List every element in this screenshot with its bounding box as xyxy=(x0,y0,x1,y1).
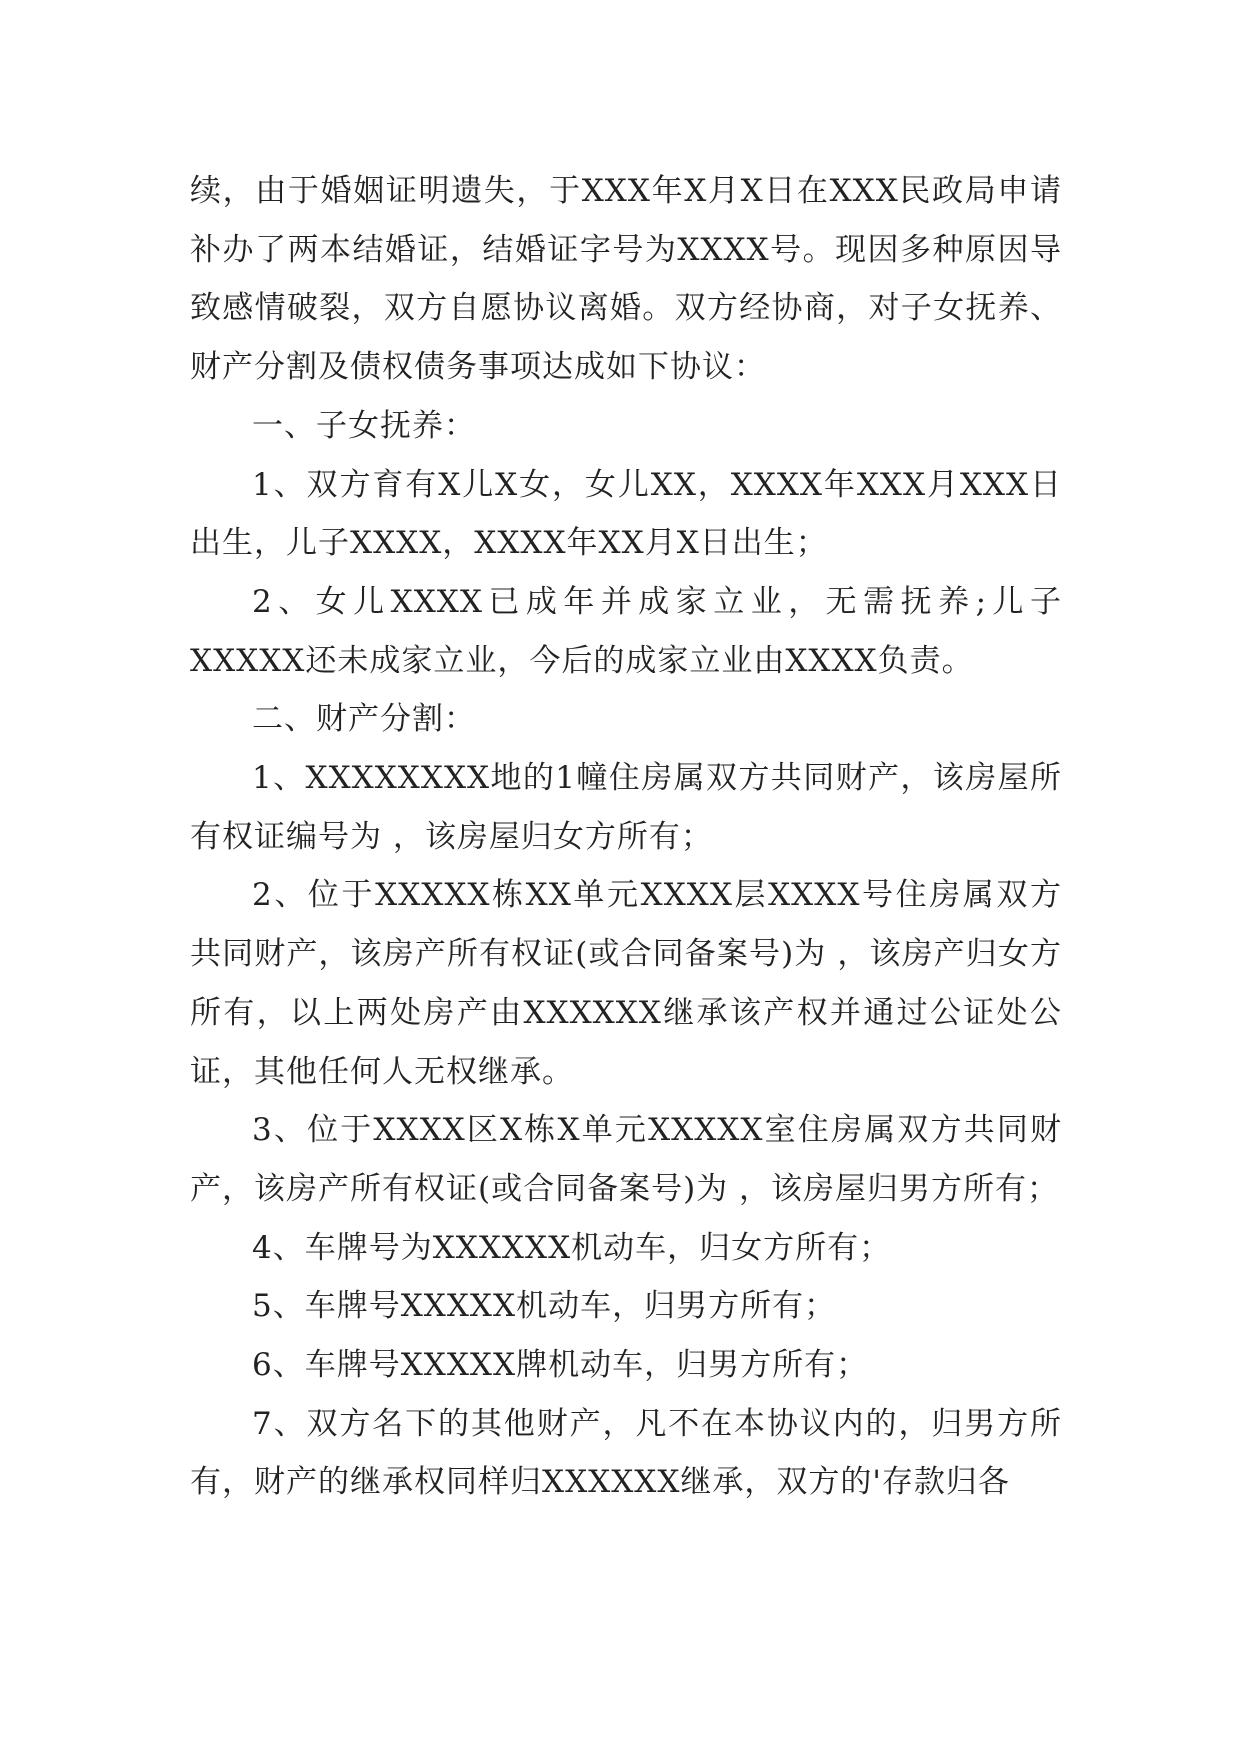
clause-children-1: 1、双方育有X儿X女，女儿XX，XXXX年XXX月XXX日出生，儿子XXXX，XXXX年XX月X日出生； xyxy=(190,466,1062,562)
clause-property-4: 4、车牌号为XXXXXX机动车，归女方所有； xyxy=(252,1229,892,1266)
clause-children-2: 2、女儿XXXX已成年并成家立业，无需抚养;儿子XXXXX还未成家立业，今后的成家立业由XXXX负责。 xyxy=(190,583,1062,679)
document-body xyxy=(190,162,1062,1512)
clause-property-5: 5、车牌号XXXXX机动车，归男方所有； xyxy=(252,1288,837,1325)
clause-property-1: 1、XXXXXXXX地的1幢住房属双方共同财产，该房屋所有权证编号为 ，该房屋归女方所有； xyxy=(190,760,1062,855)
clause-property-2: 2、位于XXXXX栋XX单元XXXX层XXXX号住房属双方共同财产，该房产所有权证(或合同备案号)为 ，该房产归女方所有，以上两处房产由XXXXXX继承该产权并通过公证处公证，其他任何人无权继承。 xyxy=(190,877,1062,1090)
paragraph-intro-continued: 续，由于婚姻证明遗失，于XXX年X月X日在XXX民政局申请补办了两本结婚证，结婚证字号为XXXX号。现因多种原因导致感情破裂，双方自愿协议离婚。双方经协商，对子女抚养、财产分割及债权债务事项达成如下协议： xyxy=(190,173,1062,386)
clause-property-3: 3、位于XXXX区X栋X单元XXXXX室住房属双方共同财产，该房产所有权证(或合同备案号)为 ，该房屋归男方所有； xyxy=(190,1112,1062,1207)
section-heading-child-custody: 一、子女抚养： xyxy=(252,407,476,444)
clause-property-6: 6、车牌号XXXXX牌机动车，归男方所有； xyxy=(252,1347,869,1384)
clause-property-7: 7、双方名下的其他财产，凡不在本协议内的，归男方所有，财产的继承权同样归XXXXXX继承，双方的'存款归各 xyxy=(190,1405,1062,1501)
section-heading-property-division: 二、财产分割： xyxy=(252,701,476,738)
